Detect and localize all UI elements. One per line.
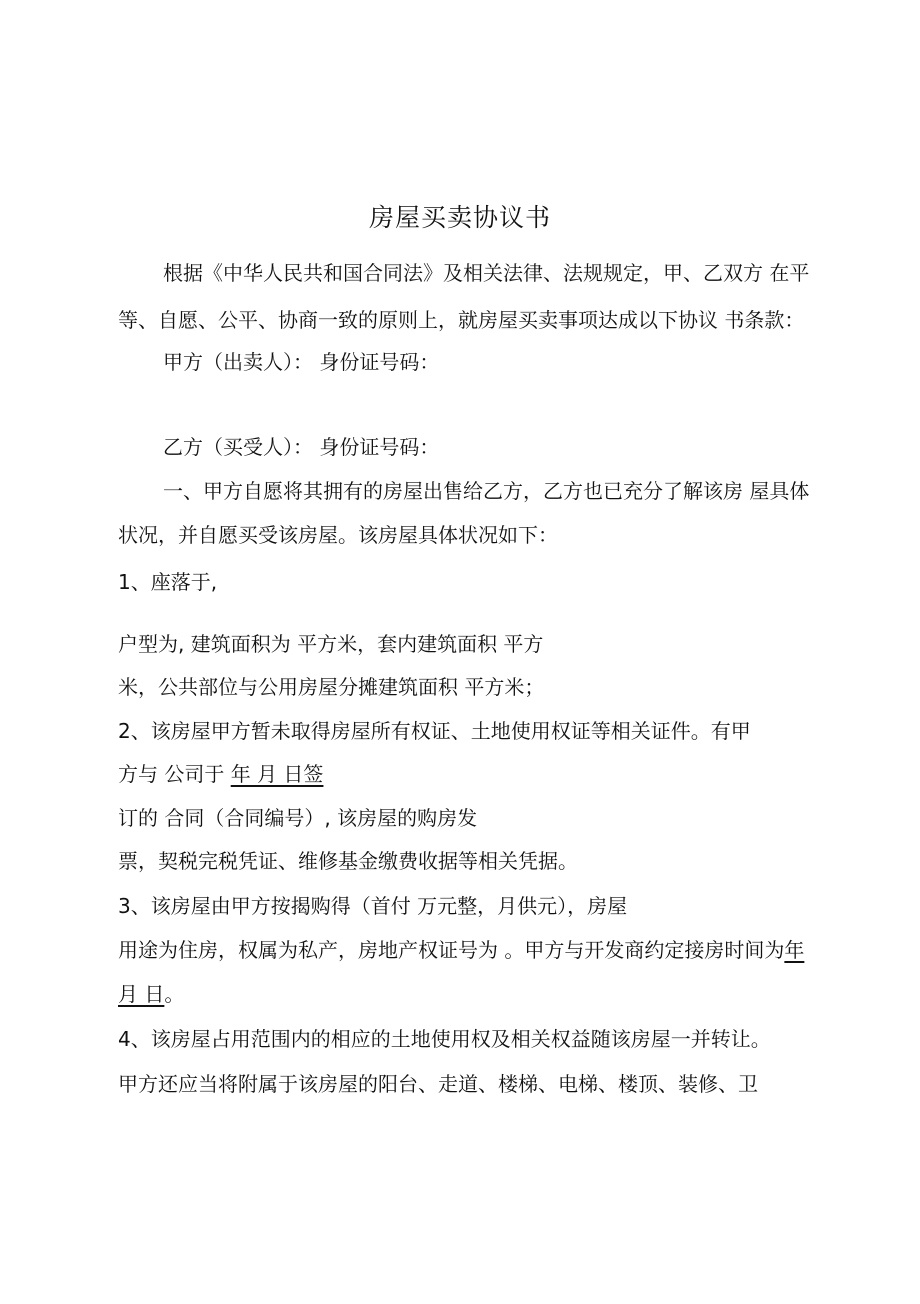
item2-line-4: 票，契税完税凭证、维修基金缴费收据等相关凭据。 (118, 849, 578, 873)
item2-line-2 (118, 761, 323, 787)
item3-month-day-blank: 月 日 (118, 982, 165, 1006)
clause1-line-2: 状况，并自愿买受该房屋。该房屋具体状况如下： (118, 523, 558, 547)
item1-line-3: 米，公共部位与公用房屋分摊建筑面积 平方米； (118, 675, 545, 699)
item3-year-blank: 年 (784, 938, 805, 962)
document-title: 房屋买卖协议书 (368, 203, 551, 232)
clause1-line-1: 一、甲方自愿将其拥有的房屋出售给乙方，乙方也已充分了解该房 屋具体 (163, 479, 810, 503)
party-b-line: 乙方（买受人）： 身份证号码： (163, 435, 440, 459)
intro-line-2: 等、自愿、公平、协商一致的原则上，就房屋买卖事项达成以下协议 书条款： (118, 308, 805, 332)
item3-line-3 (118, 981, 184, 1007)
item3-line-1: 3、该房屋由甲方按揭购得（首付 万元整，月供元），房屋 (118, 894, 628, 918)
item2-sign-date-blank: 年 月 日签 (230, 762, 324, 786)
item3-line-3-end: 。 (164, 982, 185, 1006)
intro-line-1: 根据《中华人民共和国合同法》及相关法律、法规规定，甲、乙双方 在平 (163, 261, 810, 285)
party-a-line: 甲方（出卖人）： 身份证号码： (163, 350, 440, 374)
item1-line-1: 1、座落于, (118, 570, 218, 594)
item3-line-2 (118, 937, 804, 963)
item3-line-2-text: 用途为住房，权属为私产，房地产权证号为 。甲方与开发商约定接房时间为 (118, 938, 785, 962)
item2-line-1: 2、该房屋甲方暂未取得房屋所有权证、土地使用权证等相关证件。有甲 (118, 719, 751, 743)
item4-line-2: 甲方还应当将附属于该房屋的阳台、走道、楼梯、电梯、楼顶、装修、卫 (118, 1072, 758, 1096)
item1-line-2: 户型为, 建筑面积为 平方米，套内建筑面积 平方 (118, 632, 544, 656)
item4-line-1: 4、该房屋占用范围内的相应的土地使用权及相关权益随该房屋一并转让。 (118, 1027, 771, 1051)
item2-line-3: 订的 合同（合同编号）, 该房屋的购房发 (118, 806, 478, 830)
item2-line-2-text: 方与 公司于 (118, 762, 231, 786)
